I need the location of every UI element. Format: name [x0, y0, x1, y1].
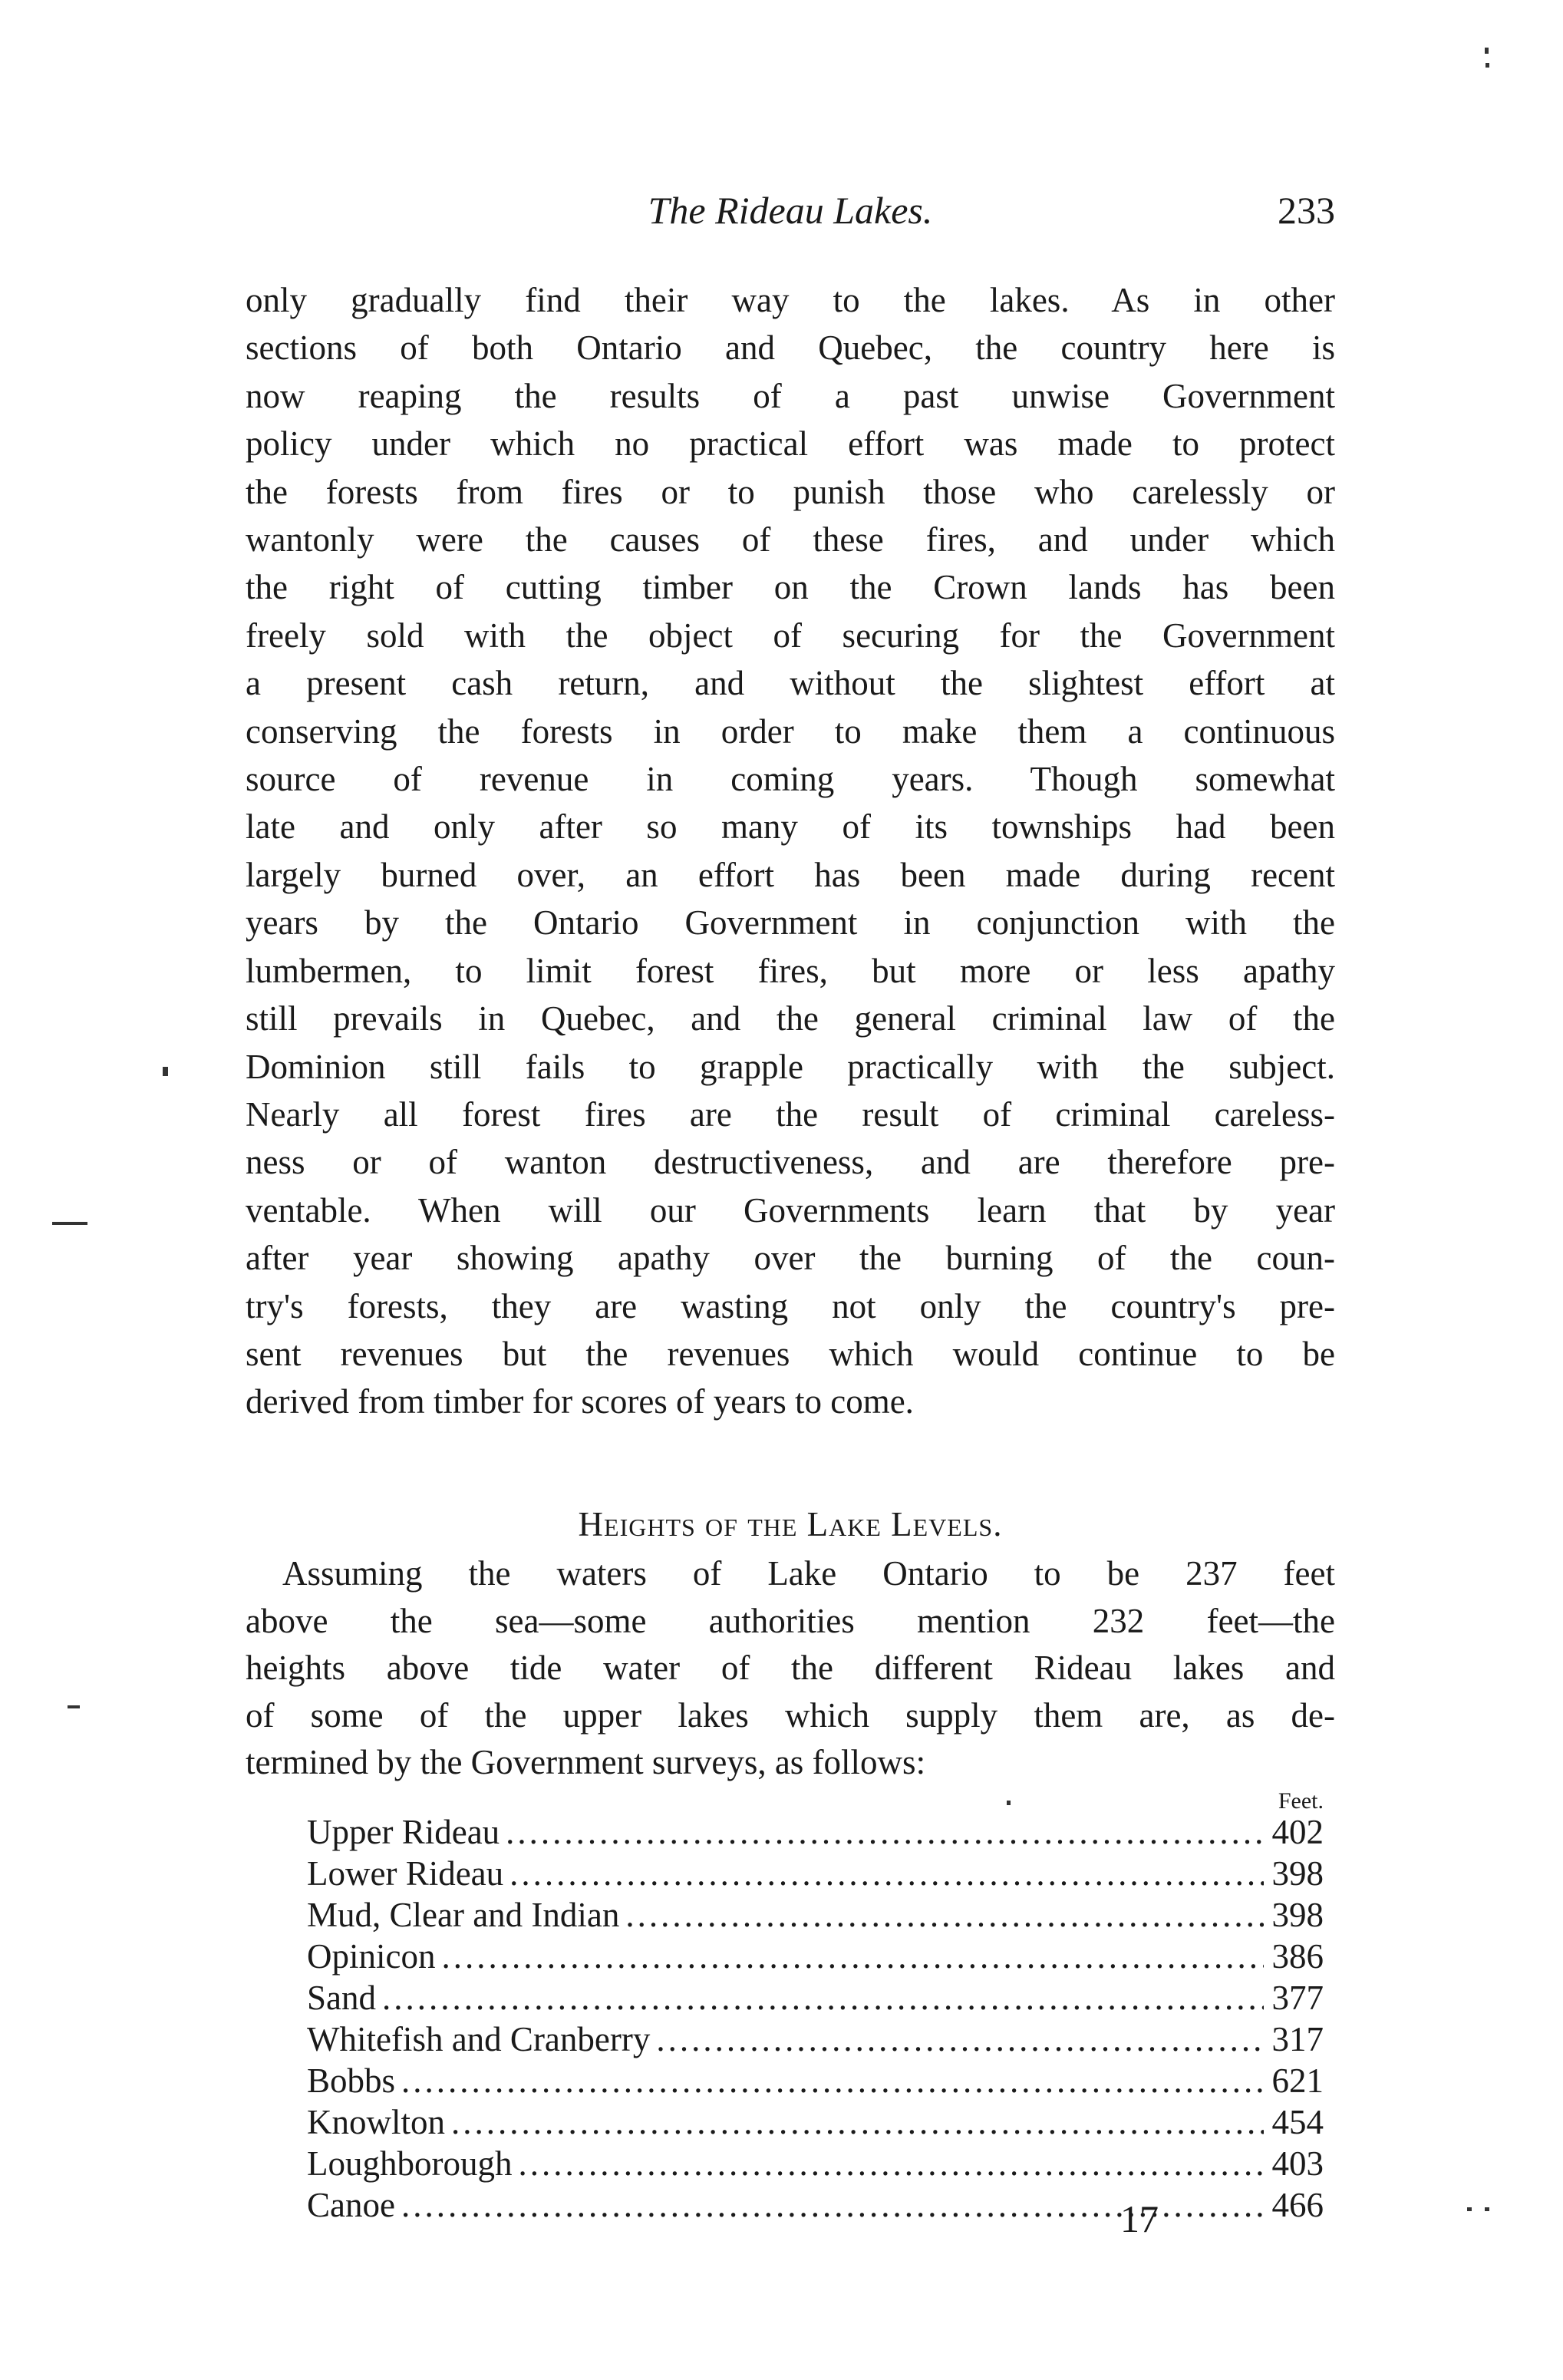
text-line: try's forests, they are wasting not only the country's pre-: [246, 1286, 1335, 1325]
lake-height: 454: [1271, 2103, 1324, 2141]
lake-height: 466: [1271, 2186, 1324, 2224]
text-line: ventable. When will our Governments learn that by year: [246, 1190, 1335, 1230]
dot-leader: [401, 2060, 1264, 2101]
scan-speck: [52, 1222, 87, 1225]
text-line: sent revenues but the revenues which would continue to be: [246, 1334, 1335, 1373]
lake-name: Opinicon: [307, 1937, 436, 1976]
table-row: [307, 2184, 1324, 2226]
text-line: years by the Ontario Government in conjunction with the: [246, 903, 1335, 942]
text-line: source of revenue in coming years. Though somewhat: [246, 760, 1335, 799]
table-row: [307, 1811, 1324, 1853]
dot-leader: [518, 2143, 1264, 2184]
lake-heights-table: [307, 1811, 1324, 2226]
text-line: policy under which no practical effort was made to protect: [246, 424, 1335, 464]
lake-name: Mud, Clear and Indian: [307, 1896, 620, 1934]
text-line: Assuming the waters of Lake Ontario to be 237 feet: [282, 1554, 1335, 1593]
lake-height: 386: [1271, 1937, 1324, 1976]
text-line: only gradually find their way to the lakes. As in other: [246, 281, 1335, 319]
text-line: conserving the forests in order to make them a continuous: [246, 711, 1335, 751]
dot-leader: [656, 2019, 1264, 2060]
scan-speck: [1485, 48, 1489, 54]
scan-speck: [1486, 63, 1489, 68]
lake-name: Upper Rideau: [307, 1813, 500, 1851]
lake-name: Bobbs: [307, 2061, 396, 2100]
text-line: sections of both Ontario and Quebec, the country here is: [246, 328, 1335, 368]
lake-name: Canoe: [307, 2186, 395, 2224]
lake-name: Loughborough: [307, 2144, 513, 2183]
dot-leader: [625, 1894, 1264, 1936]
text-line: ness or of wanton destructiveness, and are therefore pre-: [246, 1143, 1335, 1182]
body-paragraph: [246, 276, 1335, 1426]
dot-leader: [441, 1936, 1264, 1977]
lake-height: 398: [1271, 1896, 1324, 1934]
dot-leader: [382, 1977, 1264, 2019]
text-line: heights above tide water of the different Rideau lakes and: [246, 1649, 1335, 1687]
dot-leader: [506, 1811, 1264, 1853]
text-line: largely burned over, an effort has been made during recent: [246, 855, 1335, 894]
running-title: The Rideau Lakes.: [648, 189, 933, 232]
text-line: of some of the upper lakes which supply them are, as de-: [246, 1695, 1335, 1735]
text-line: after year showing apathy over the burning of the coun-: [246, 1239, 1335, 1278]
text-line: the right of cutting timber on the Crown lands has been: [246, 568, 1335, 607]
table-row: [307, 2019, 1324, 2060]
text-line: late and only after so many of its townships had been: [246, 807, 1335, 847]
lake-height: 621: [1271, 2061, 1324, 2100]
scan-speck: [1467, 2207, 1472, 2211]
text-line: wantonly were the causes of these fires, and under which: [246, 520, 1335, 560]
dot-leader: [451, 2101, 1264, 2143]
section-heading: Heights of the Lake Levels.: [578, 1505, 1003, 1543]
lake-name: Lower Rideau: [307, 1854, 504, 1893]
scan-speck: [1485, 2207, 1489, 2211]
table-row: [307, 1977, 1324, 2019]
text-line: above the sea—some authorities mention 232 feet—the: [246, 1601, 1335, 1640]
lake-height: 402: [1271, 1813, 1324, 1851]
table-row: [307, 1853, 1324, 1894]
lake-name: Knowlton: [307, 2103, 445, 2141]
table-row: [307, 2060, 1324, 2101]
lake-name: Sand: [307, 1979, 376, 2017]
text-line: Nearly all forest fires are the result of criminal careless-: [246, 1094, 1335, 1134]
scan-speck: [1007, 1801, 1011, 1805]
section-paragraph: [246, 1550, 1335, 1787]
lake-height: 398: [1271, 1854, 1324, 1893]
lake-name: Whitefish and Cranberry: [307, 2020, 651, 2058]
text-line: a present cash return, and without the slightest effort at: [246, 664, 1335, 703]
running-head: [246, 188, 1335, 242]
text-line: now reaping the results of a past unwise Government: [246, 376, 1335, 415]
table-row: [307, 2143, 1324, 2184]
text-line: freely sold with the object of securing for the Government: [246, 616, 1335, 655]
table-row: [307, 1936, 1324, 1977]
text-line: still prevails in Quebec, and the general criminal law of the: [246, 999, 1335, 1038]
scan-speck: [163, 1067, 168, 1076]
text-line: lumbermen, to limit forest fires, but more or less apathy: [246, 951, 1335, 990]
table-unit-label: Feet.: [1278, 1788, 1324, 1814]
text-line: Dominion still fails to grapple practically with the subject.: [246, 1047, 1335, 1086]
text-line: the forests from fires or to punish those who carelessly or: [246, 472, 1335, 511]
lake-height: 377: [1271, 1979, 1324, 2017]
table-row: [307, 1894, 1324, 1936]
text-line: termined by the Government surveys, as follows:: [246, 1743, 926, 1781]
page-number: 233: [1278, 189, 1335, 232]
signature-mark: 17: [1120, 2197, 1159, 2240]
text-line: derived from timber for scores of years to come.: [246, 1382, 914, 1421]
dot-leader: [509, 1853, 1264, 1894]
table-row: [307, 2101, 1324, 2143]
lake-height: 403: [1271, 2144, 1324, 2183]
scan-speck: [68, 1705, 80, 1708]
lake-height: 317: [1271, 2020, 1324, 2058]
